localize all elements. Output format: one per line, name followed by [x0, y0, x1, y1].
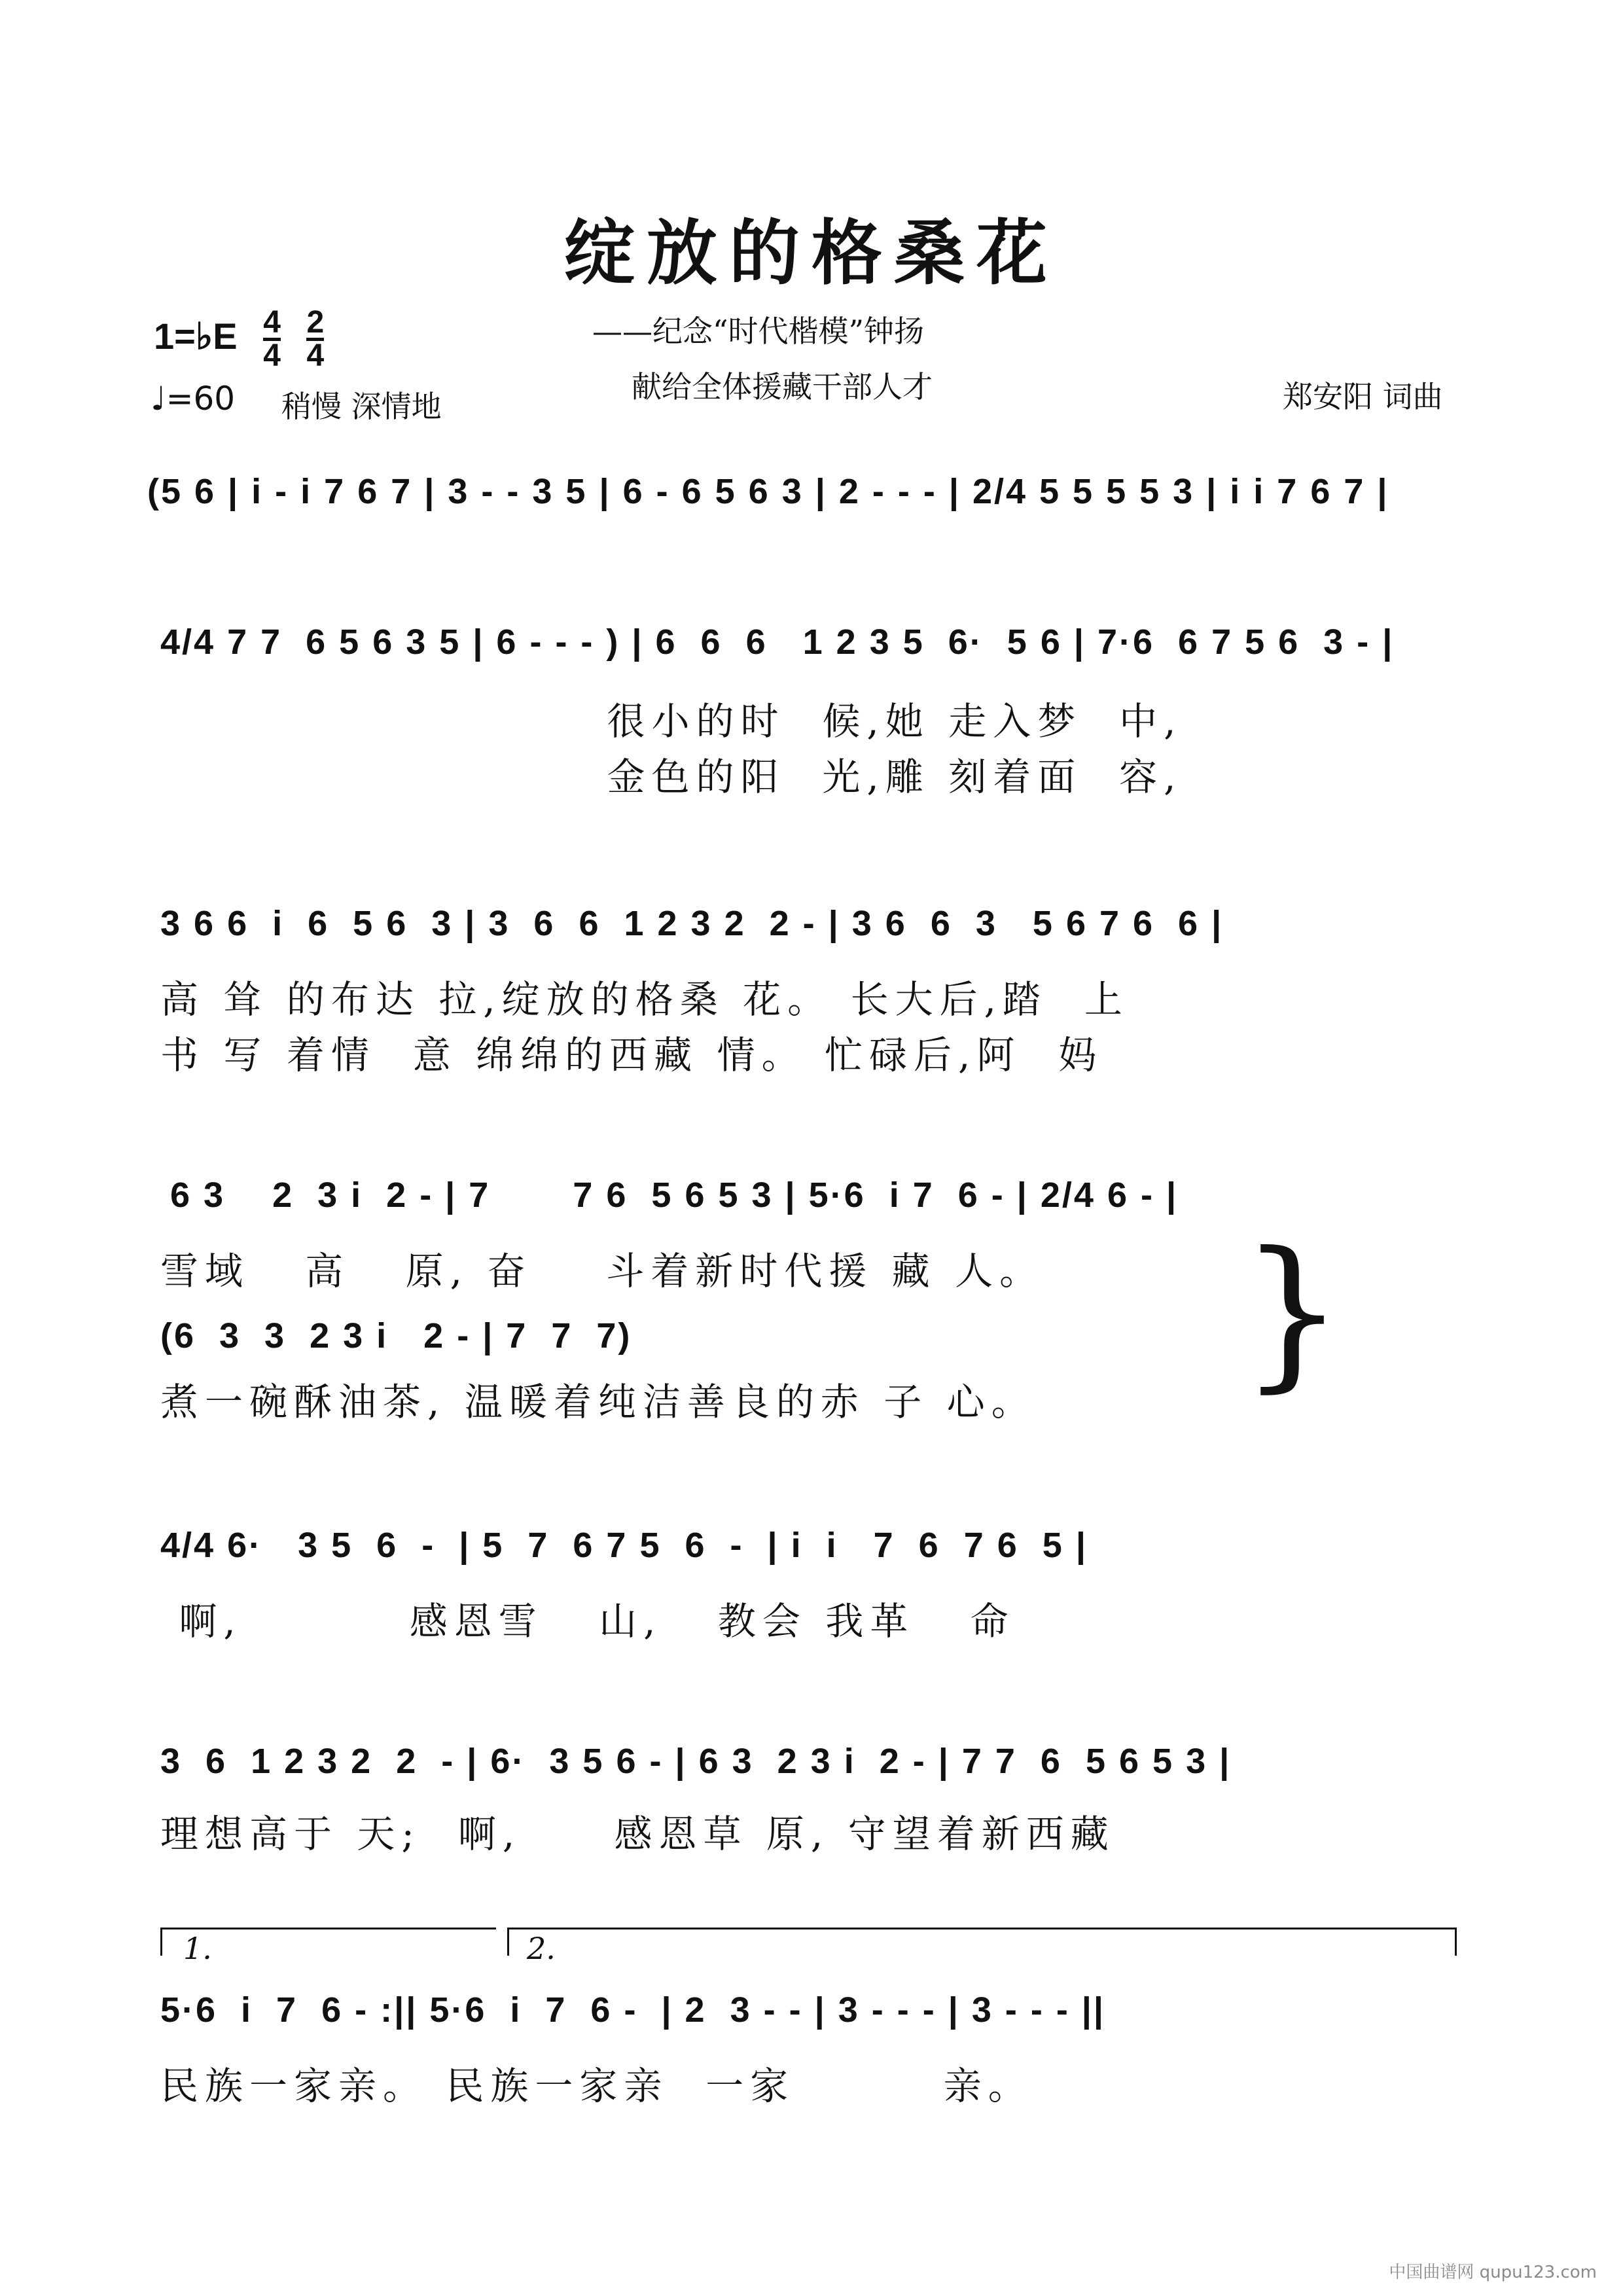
lyrics-system-4-verse-1: 雪域 高 原, 奋 斗着新时代援 藏 人。 — [160, 1249, 1044, 1293]
second-ending-label: 2. — [527, 1931, 556, 1966]
composer-credit: 郑安阳 词曲 — [1283, 379, 1443, 414]
time-signature-2-4: $\frac{2}{4}$ — [306, 305, 325, 373]
tempo-marking: ♩=60 — [151, 380, 236, 418]
notation-system-3: 3 6 6 i 6 5 6 3 | 3 6 6 1 2 3 2 2 - | 3 6 6 3 5 6 7 6 6 | — [160, 904, 1224, 943]
notation-system-4: 6 3 2 3 i 2 - | 7 7 6 5 6 5 3 | 5·6 i 7 6 - | 2/4 6 - | — [170, 1175, 1179, 1215]
second-ending-bracket — [507, 1928, 1457, 1956]
notation-system-5: 4/4 6· 3 5 6 - | 5 7 6 7 5 6 - | i i 7 6 7 6 5 | — [160, 1526, 1088, 1565]
notation-system-1: (5 6 | i - i 7 6 7 | 3 - - 3 5 | 6 - 6 5 6 3 | 2 - - - | 2/4 5 5 5 5 3 | i i 7 6 7 | — [147, 472, 1389, 511]
key-text: 1=♭E — [154, 315, 238, 357]
first-ending-label: 1. — [183, 1931, 212, 1966]
expression-marking: 稍慢 深情地 — [281, 389, 442, 424]
lyrics-system-6: 理想高于 天; 啊, 感恩草 原, 守望着新西藏 — [160, 1812, 1115, 1856]
lyrics-system-4-verse-2: 煮一碗酥油茶, 温暖着纯洁善良的赤 子 心。 — [160, 1380, 1036, 1424]
lyrics-system-3-verse-2: 书 写 着情 意 绵绵的西藏 情。 忙碌后,阿 妈 — [160, 1033, 1103, 1077]
subtitle-recipient: 献给全体援藏干部人才 — [632, 369, 933, 404]
notation-system-4-verse-2: (6 3 3 2 3 i 2 - | 7 7 7) — [160, 1316, 632, 1355]
time-signature-4-4: $\frac{4}{4}$ — [263, 305, 281, 373]
notation-system-7: 5·6 i 7 6 - :|| 5·6 i 7 6 - | 2 3 - - | 3 - - - | 3 - - - || — [160, 1990, 1106, 2030]
notation-system-2: 4/4 7 7 6 5 6 3 5 | 6 - - - ) | 6 6 6 1 2 3 5 6· 5 6 | 7·6 6 7 5 6 3 - | — [160, 622, 1395, 662]
lyrics-system-7: 民族一家亲。 民族一家亲 一家 亲。 — [160, 2064, 1033, 2108]
song-title: 绽放的格桑花 — [563, 212, 1059, 295]
subtitle-dedication: ——纪念“时代楷模”钟扬 — [592, 314, 925, 349]
lyrics-system-2-verse-2: 金色的阳 光,雕 刻着面 容, — [160, 755, 1183, 799]
lyrics-system-2-verse-1: 很小的时 候,她 走入梦 中, — [160, 699, 1183, 744]
key-signature — [154, 305, 325, 373]
lyrics-system-5: 啊, 感恩雪 山, 教会 我革 命 — [160, 1599, 1015, 1643]
site-watermark: 中国曲谱网 qupu123.com — [1389, 2263, 1597, 2282]
lyrics-system-3-verse-1: 高 耸 的布达 拉,绽放的格桑 花。 长大后,踏 上 — [160, 977, 1129, 1022]
notation-system-6: 3 6 1 2 3 2 2 - | 6· 3 5 6 - | 6 3 2 3 i 2 - | 7 7 6 5 6 5 3 | — [160, 1742, 1232, 1781]
verse-brace: } — [1240, 1217, 1345, 1407]
